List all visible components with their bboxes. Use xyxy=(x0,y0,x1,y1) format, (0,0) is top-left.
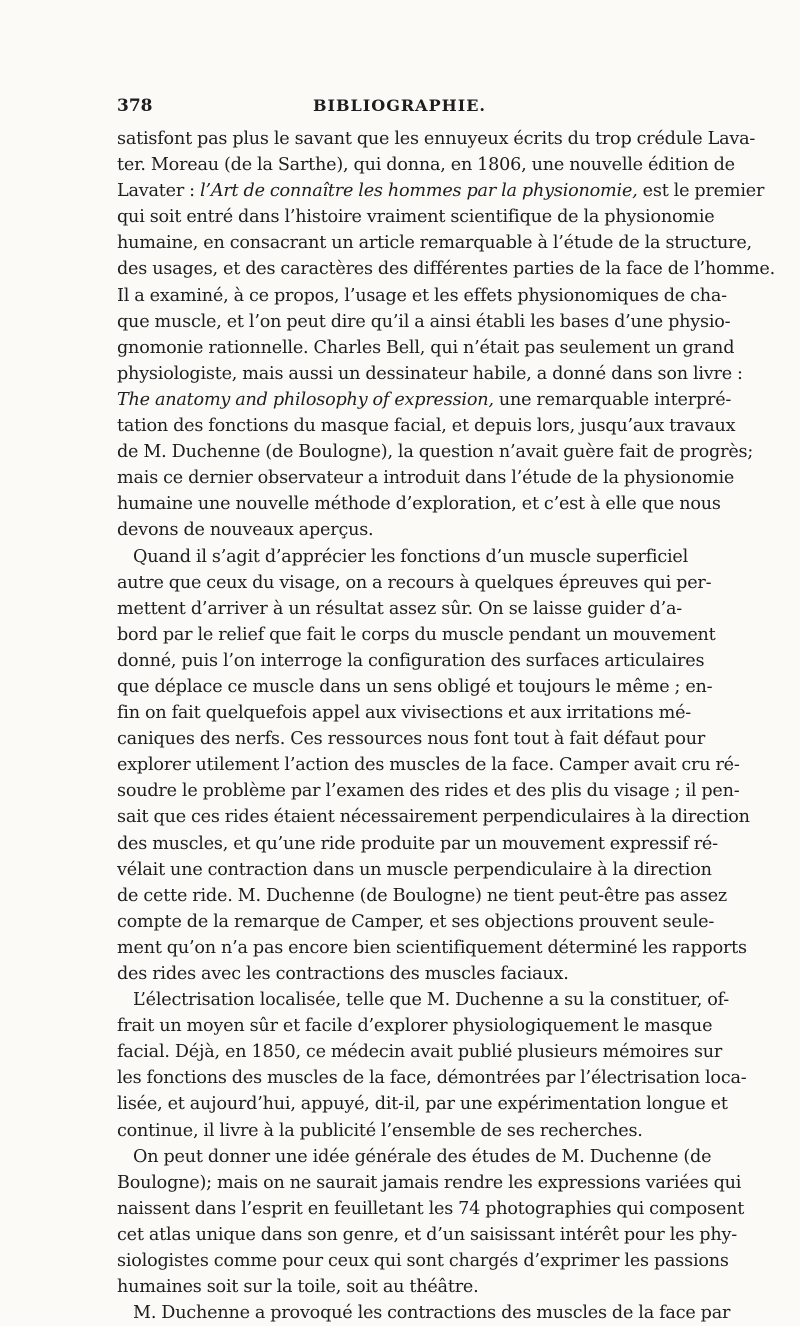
text-line: satisfont pas plus le savant que les ennuyeux écrits du trop crédule Lava- xyxy=(117,129,756,149)
text-line: donné, puis l’on interroge la configuration des surfaces articulaires xyxy=(117,650,705,671)
text-line: humaines soit sur la toile, soit au théâtre. xyxy=(117,1277,479,1298)
text-line: mais ce dernier observateur a introduit dans l’étude de la physionomie xyxy=(117,468,735,489)
text-line: ter. Moreau (de la Sarthe), qui donna, en 1806, une nouvelle édition de xyxy=(117,155,735,176)
text-line: lisée, et aujourd’hui, appuyé, dit-il, par une expérimentation longue et xyxy=(117,1094,728,1115)
text-line: sait que ces rides étaient nécessairement perpendiculaires à la direction xyxy=(117,807,750,828)
text-line: Boulogne); mais on ne saurait jamais rendre les expressions variées qui xyxy=(117,1172,742,1193)
text-line: de M. Duchenne (de Boulogne), la question n’avait guère fait de progrès; xyxy=(117,442,754,463)
text-line: Il a examiné, à ce propos, l’usage et les effets physionomiques de cha- xyxy=(117,285,727,306)
text-line: humaine une nouvelle méthode d’exploration, et c’est à elle que nous xyxy=(117,494,721,515)
text-line: devons de nouveaux aperçus. xyxy=(117,520,374,541)
text-line: les fonctions des muscles de la face, démontrées par l’électrisation loca- xyxy=(117,1068,747,1089)
italic-title: The anatomy and philosophy of expression, xyxy=(117,389,494,410)
text-line: que muscle, et l’on peut dire qu’il a ainsi établi les bases d’une physio- xyxy=(117,311,731,332)
text-line: Quand il s’agit d’apprécier les fonctions d’un muscle superficiel xyxy=(133,546,689,567)
text-line: tation des fonctions du masque facial, et depuis lors, jusqu’aux travaux xyxy=(117,416,736,437)
text-line: qui soit entré dans l’histoire vraiment scientifique de la physionomie xyxy=(117,207,715,228)
text-line: ment qu’on n’a pas encore bien scientifiquement déterminé les rapports xyxy=(117,937,747,958)
text-line: caniques des nerfs. Ces ressources nous font tout à fait défaut pour xyxy=(117,729,706,750)
text-line: soudre le problème par l’examen des rides et des plis du visage ; il pen- xyxy=(117,781,740,802)
text-line: bord par le relief que fait le corps du muscle pendant un mouvement xyxy=(117,624,716,645)
text-line: fin on fait quelquefois appel aux vivisections et aux irritations mé- xyxy=(117,703,692,724)
running-header xyxy=(117,96,682,120)
text-line: continue, il livre à la publicité l’ensemble de ses recherches. xyxy=(117,1120,643,1141)
text-line: que déplace ce muscle dans un sens obligé et toujours le même ; en- xyxy=(117,676,713,697)
text-line: gnomonie rationnelle. Charles Bell, qui n’était pas seulement un grand xyxy=(117,337,735,358)
page-number: 378 xyxy=(117,96,153,116)
text-line: frait un moyen sûr et facile d’explorer physiologiquement le masque xyxy=(117,1016,713,1037)
text-line: facial. Déjà, en 1850, ce médecin avait publié plusieurs mémoires sur xyxy=(117,1042,723,1063)
text-line: explorer utilement l’action des muscles de la face. Camper avait cru ré- xyxy=(117,755,740,776)
text-line: The anatomy and philosophy of expression, une remarquable interpré- xyxy=(117,389,732,410)
text-line: de cette ride. M. Duchenne (de Boulogne) ne tient peut-être pas assez xyxy=(117,885,727,906)
text-line: On peut donner une idée générale des études de M. Duchenne (de xyxy=(133,1146,712,1167)
text-line: L’électrisation localisée, telle que M. Duchenne a su la constituer, of- xyxy=(133,990,730,1011)
text-line: siologistes comme pour ceux qui sont chargés d’exprimer les passions xyxy=(117,1251,729,1272)
text-line: des muscles, et qu’une ride produite par un mouvement expressif ré- xyxy=(117,833,718,854)
text-line: naissent dans l’esprit en feuilletant les 74 photographies qui composent xyxy=(117,1198,745,1219)
text-line: des usages, et des caractères des différentes parties de la face de l’homme. xyxy=(117,259,776,280)
body-text xyxy=(117,126,776,1326)
text-line: Lavater : l’Art de connaître les hommes par la physionomie, est le premier xyxy=(117,181,765,202)
text-line: compte de la remarque de Camper, et ses objections prouvent seule- xyxy=(117,911,715,932)
text-line: vélait une contraction dans un muscle perpendiculaire à la direction xyxy=(117,859,712,880)
text-line: physiologiste, mais aussi un dessinateur habile, a donné dans son livre : xyxy=(117,363,743,384)
text-line: humaine, en consacrant un article remarquable à l’étude de la structure, xyxy=(117,233,752,254)
text-line: autre que ceux du visage, on a recours à quelques épreuves qui per- xyxy=(117,572,712,593)
text-line: mettent d’arriver à un résultat assez sûr. On se laisse guider d’a- xyxy=(117,598,682,619)
italic-title: l’Art de connaître les hommes par la physionomie, xyxy=(200,181,638,202)
text-line: cet atlas unique dans son genre, et d’un saisissant intérêt pour les phy- xyxy=(117,1224,737,1245)
text-line: M. Duchenne a provoqué les contractions des muscles de la face par xyxy=(133,1303,731,1324)
text-line: des rides avec les contractions des muscles faciaux. xyxy=(117,964,569,984)
running-title: BIBLIOGRAPHIE. xyxy=(313,96,486,115)
